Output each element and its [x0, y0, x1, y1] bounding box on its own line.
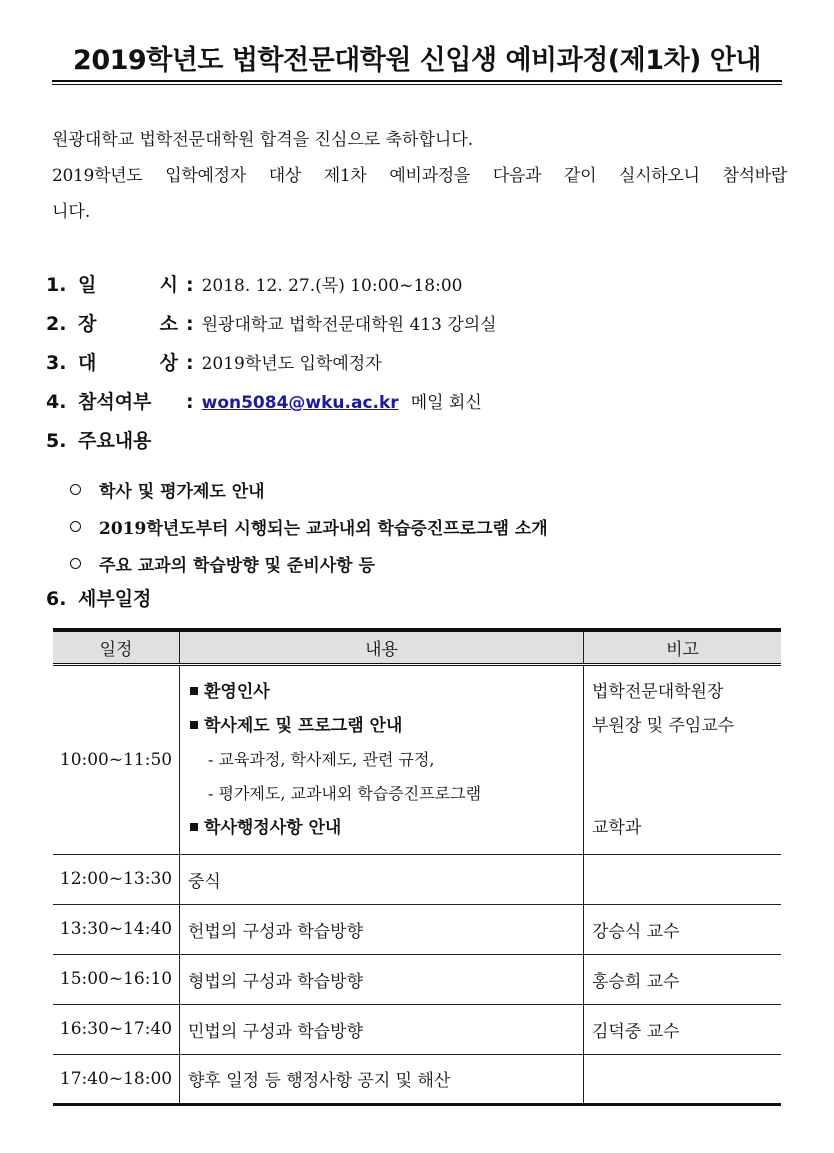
- time-cell: 15:00~16:10: [53, 954, 180, 1004]
- info-number: 3.: [46, 352, 67, 374]
- square-bullet-icon: [190, 721, 198, 729]
- note-line: 부원장 및 주임교수: [592, 715, 735, 736]
- main-content-list: [70, 471, 548, 582]
- column-header-time: 일정: [53, 630, 180, 664]
- list-item: [70, 545, 548, 582]
- title-underline-thin: [52, 84, 782, 85]
- time-cell: 17:40~18:00: [53, 1054, 180, 1104]
- title-underline: [52, 80, 782, 82]
- circle-bullet-icon: [70, 558, 81, 569]
- info-colon: :: [186, 352, 194, 374]
- info-label: 주요내용: [78, 430, 152, 452]
- info-colon: :: [186, 274, 194, 296]
- content-text: 환영인사: [204, 681, 270, 702]
- time-cell: 10:00~11:50: [53, 664, 180, 854]
- list-item-text: 2019학년도부터 시행되는 교과내외 학습증진프로그램 소개: [99, 519, 548, 539]
- circle-bullet-icon: [70, 521, 81, 532]
- content-text: 학사행정사항 안내: [204, 817, 342, 838]
- info-item-target: [46, 348, 786, 387]
- info-value: 2019학년도 입학예정자: [201, 354, 382, 374]
- note-cell: [584, 1054, 782, 1104]
- intro-paragraph: [52, 122, 787, 230]
- content-cell: 형법의 구성과 학습방향: [180, 954, 584, 1004]
- schedule-heading: [46, 584, 151, 611]
- circle-bullet-icon: [70, 484, 81, 495]
- table-row: [53, 1004, 781, 1054]
- info-item-place: [46, 309, 786, 348]
- content-line: [188, 675, 582, 709]
- note-cell: 홍승희 교수: [584, 954, 782, 1004]
- list-item: [70, 471, 548, 508]
- column-header-note: 비고: [584, 630, 782, 664]
- note-line: 법학전문대학원장: [592, 681, 724, 702]
- note-cell: 강승식 교수: [584, 904, 782, 954]
- info-label: 대 상: [78, 352, 178, 374]
- column-header-content: 내용: [180, 630, 584, 664]
- note-line: 교학과: [592, 817, 642, 838]
- list-item-text: 학사 및 평가제도 안내: [99, 482, 265, 502]
- content-cell: 향후 일정 등 행정사항 공지 및 해산: [180, 1054, 584, 1104]
- info-number: 6.: [46, 588, 67, 610]
- info-item-attendance: [46, 387, 786, 426]
- note-spacer: [592, 743, 780, 777]
- info-value: 2018. 12. 27.(목) 10:00~18:00: [201, 276, 463, 296]
- note-cell: 김덕중 교수: [584, 1004, 782, 1054]
- content-cell: 중식: [180, 854, 584, 904]
- table-row: [53, 664, 781, 854]
- square-bullet-icon: [190, 823, 198, 831]
- content-text: 학사제도 및 프로그램 안내: [204, 715, 403, 736]
- content-subline: - 평가제도, 교과내외 학습증진프로그램: [208, 783, 482, 803]
- info-list: [46, 270, 786, 465]
- content-cell: [180, 664, 584, 854]
- info-label: 참석여부: [78, 391, 152, 413]
- info-number: 4.: [46, 391, 67, 413]
- info-label: 세부일정: [78, 588, 152, 610]
- table-row: [53, 854, 781, 904]
- table-header-row: [53, 630, 781, 664]
- square-bullet-icon: [190, 687, 198, 695]
- content-line: [188, 709, 582, 743]
- time-cell: 16:30~17:40: [53, 1004, 180, 1054]
- content-subline: - 교육과정, 학사제도, 관련 규정,: [208, 749, 435, 769]
- info-label: 일 시: [78, 274, 178, 296]
- table-row: [53, 904, 781, 954]
- note-cell: [584, 664, 782, 854]
- table-row: [53, 1054, 781, 1104]
- content-cell: 민법의 구성과 학습방향: [180, 1004, 584, 1054]
- info-item-main-content: [46, 426, 786, 465]
- time-cell: 13:30~14:40: [53, 904, 180, 954]
- info-item-date: [46, 270, 786, 309]
- info-colon: :: [186, 313, 194, 335]
- info-number: 1.: [46, 274, 67, 296]
- table-row: [53, 954, 781, 1004]
- info-colon: :: [186, 391, 194, 413]
- note-cell: [584, 854, 782, 904]
- info-label: 장 소: [78, 313, 178, 335]
- email-link[interactable]: won5084@wku.ac.kr: [201, 393, 399, 413]
- info-value: 원광대학교 법학전문대학원 413 강의실: [201, 315, 497, 335]
- intro-line-3: 니다.: [52, 202, 91, 222]
- time-cell: 12:00~13:30: [53, 854, 180, 904]
- info-value: 메일 회신: [410, 393, 482, 413]
- content-cell: 헌법의 구성과 학습방향: [180, 904, 584, 954]
- content-line: [188, 811, 582, 845]
- info-number: 2.: [46, 313, 67, 335]
- intro-line-1: 원광대학교 법학전문대학원 합격을 진심으로 축하합니다.: [52, 130, 474, 150]
- list-item-text: 주요 교과의 학습방향 및 준비사항 등: [99, 556, 375, 576]
- list-item: [70, 508, 548, 545]
- info-number: 5.: [46, 430, 67, 452]
- schedule-table: [53, 628, 781, 1106]
- note-spacer: [592, 777, 780, 811]
- intro-line-2: 2019학년도 입학예정자 대상 제1차 예비과정을 다음과 같이 실시하오니 참석바랍: [52, 166, 787, 186]
- page-title: 2019학년도 법학전문대학원 신입생 예비과정(제1차) 안내: [73, 45, 761, 76]
